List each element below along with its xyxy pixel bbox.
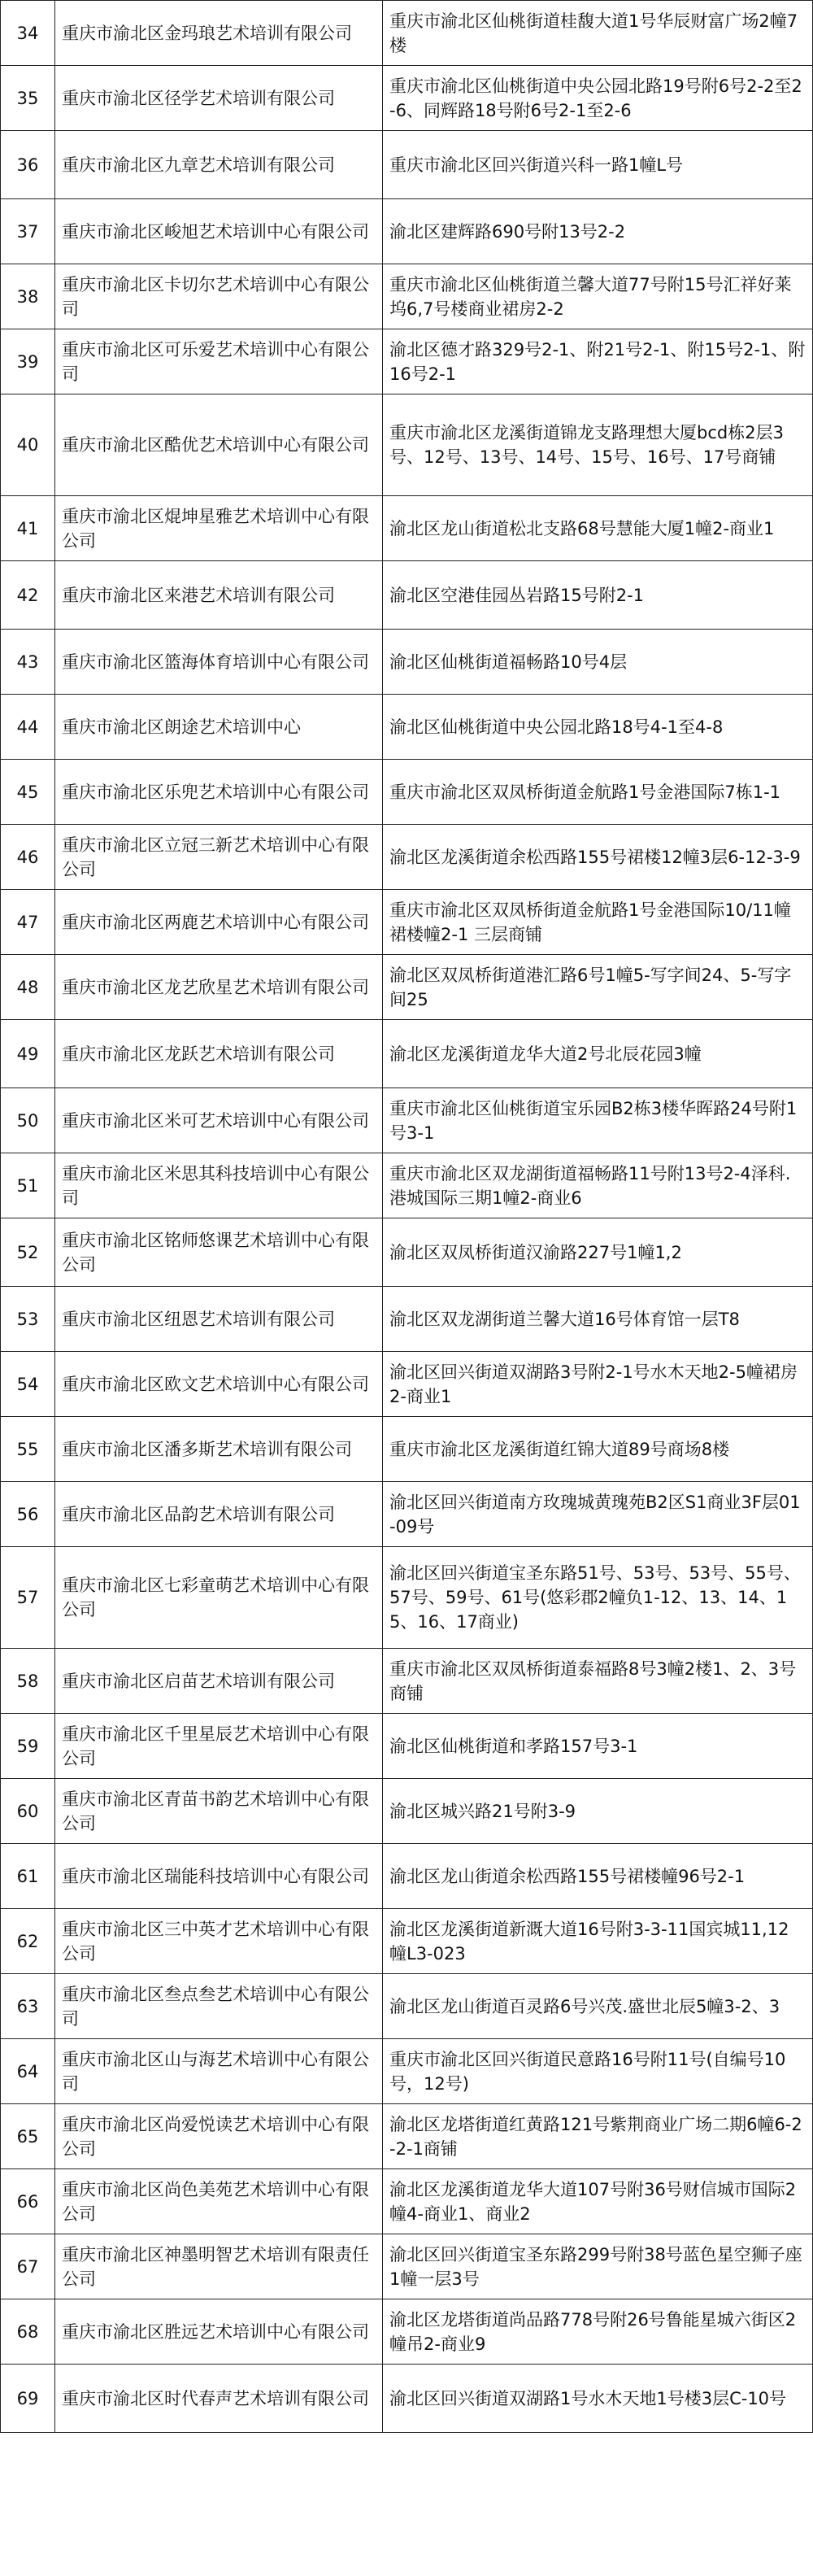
table-row xyxy=(1,2299,813,2365)
table-row xyxy=(1,1909,813,1974)
company-address: 渝北区仙桃街道和孝路157号3-1 xyxy=(383,1714,813,1779)
company-address: 渝北区龙溪街道新溉大道16号附3-3-11国宾城11,12幢L3-023 xyxy=(383,1909,813,1974)
company-name: 重庆市渝北区酷优艺术培训中心有限公司 xyxy=(55,394,383,496)
company-address: 渝北区回兴街道宝圣东路51号、53号、53号、55号、57号、59号、61号(悠彩郡2幢负1-12、13、14、15、16、17商业) xyxy=(383,1547,813,1649)
company-name: 重庆市渝北区铭师悠课艺术培训中心有限公司 xyxy=(55,1218,383,1287)
table-row xyxy=(1,329,813,394)
company-name: 重庆市渝北区潘多斯艺术培训有限公司 xyxy=(55,1417,383,1482)
company-name: 重庆市渝北区山与海艺术培训中心有限公司 xyxy=(55,2039,383,2104)
company-name: 重庆市渝北区篮海体育培训中心有限公司 xyxy=(55,630,383,695)
row-number: 63 xyxy=(1,1974,55,2039)
table-row xyxy=(1,630,813,695)
row-number: 68 xyxy=(1,2299,55,2365)
company-name: 重庆市渝北区来港艺术培训有限公司 xyxy=(55,561,383,630)
row-number: 65 xyxy=(1,2104,55,2169)
company-name: 重庆市渝北区尚色美苑艺术培训中心有限公司 xyxy=(55,2169,383,2234)
company-name: 重庆市渝北区米可艺术培训中心有限公司 xyxy=(55,1088,383,1153)
table-row xyxy=(1,131,813,199)
company-name: 重庆市渝北区径学艺术培训有限公司 xyxy=(55,66,383,131)
company-address: 重庆市渝北区仙桃街道桂馥大道1号华辰财富广场2幢7楼 xyxy=(383,1,813,66)
row-number: 39 xyxy=(1,329,55,394)
row-number: 64 xyxy=(1,2039,55,2104)
company-address: 重庆市渝北区双龙湖街道福畅路11号附13号2-4泽科.港城国际三期1幢2-商业6 xyxy=(383,1153,813,1218)
company-name: 重庆市渝北区两鹿艺术培训中心有限公司 xyxy=(55,890,383,955)
row-number: 36 xyxy=(1,131,55,199)
company-address: 渝北区回兴街道南方玫瑰城黄瑰苑B2区S1商业3F层01-09号 xyxy=(383,1482,813,1547)
table-row xyxy=(1,1020,813,1088)
table-row xyxy=(1,1844,813,1909)
company-name: 重庆市渝北区立冠三新艺术培训中心有限公司 xyxy=(55,825,383,890)
company-name: 重庆市渝北区时代春声艺术培训有限公司 xyxy=(55,2365,383,2433)
company-address: 重庆市渝北区回兴街道民意路16号附11号(自编号10号，12号) xyxy=(383,2039,813,2104)
table-row xyxy=(1,1352,813,1417)
row-number: 38 xyxy=(1,264,55,329)
table-row xyxy=(1,1417,813,1482)
company-address: 重庆市渝北区仙桃街道宝乐园B2栋3楼华晖路24号附1号3-1 xyxy=(383,1088,813,1153)
company-address: 渝北区龙山街道余松西路155号裙楼幢96号2-1 xyxy=(383,1844,813,1909)
company-name: 重庆市渝北区朗途艺术培训中心 xyxy=(55,695,383,760)
row-number: 61 xyxy=(1,1844,55,1909)
row-number: 35 xyxy=(1,66,55,131)
company-name: 重庆市渝北区神墨明智艺术培训有限责任公司 xyxy=(55,2234,383,2299)
company-name: 重庆市渝北区峻旭艺术培训中心有限公司 xyxy=(55,199,383,264)
company-name: 重庆市渝北区千里星辰艺术培训中心有限公司 xyxy=(55,1714,383,1779)
company-name: 重庆市渝北区可乐爱艺术培训中心有限公司 xyxy=(55,329,383,394)
company-address: 渝北区龙溪街道龙华大道2号北辰花园3幢 xyxy=(383,1020,813,1088)
table-row xyxy=(1,890,813,955)
table-row xyxy=(1,760,813,825)
company-address: 重庆市渝北区龙溪街道红锦大道89号商场8楼 xyxy=(383,1417,813,1482)
company-name: 重庆市渝北区乐兜艺术培训中心有限公司 xyxy=(55,760,383,825)
row-number: 53 xyxy=(1,1287,55,1352)
company-address: 渝北区仙桃街道福畅路10号4层 xyxy=(383,630,813,695)
company-name: 重庆市渝北区胜远艺术培训中心有限公司 xyxy=(55,2299,383,2365)
company-address: 渝北区回兴街道宝圣东路299号附38号蓝色星空狮子座1幢一层3号 xyxy=(383,2234,813,2299)
company-address: 渝北区龙塔街道红黄路121号紫荆商业广场二期6幢6-2-2-1商铺 xyxy=(383,2104,813,2169)
table-row xyxy=(1,394,813,496)
company-address: 重庆市渝北区龙溪街道锦龙支路理想大厦bcd栋2层3号、12号、13号、14号、15号、16号、17号商铺 xyxy=(383,394,813,496)
company-address: 重庆市渝北区双凤桥街道金航路1号金港国际7栋1-1 xyxy=(383,760,813,825)
company-address: 渝北区建辉路690号附13号2-2 xyxy=(383,199,813,264)
company-name: 重庆市渝北区瑞能科技培训中心有限公司 xyxy=(55,1844,383,1909)
company-address: 渝北区回兴街道双湖路3号附2-1号水木天地2-5幢裙房2-商业1 xyxy=(383,1352,813,1417)
table-row xyxy=(1,1218,813,1287)
company-name: 重庆市渝北区叁点叁艺术培训中心有限公司 xyxy=(55,1974,383,2039)
row-number: 69 xyxy=(1,2365,55,2433)
table-row xyxy=(1,264,813,329)
table-row xyxy=(1,1287,813,1352)
table-row xyxy=(1,1649,813,1714)
company-address: 渝北区城兴路21号附3-9 xyxy=(383,1779,813,1844)
row-number: 34 xyxy=(1,1,55,66)
company-address: 渝北区龙溪街道龙华大道107号附36号财信城市国际2幢4-商业1、商业2 xyxy=(383,2169,813,2234)
table-row xyxy=(1,1547,813,1649)
row-number: 42 xyxy=(1,561,55,630)
table-row xyxy=(1,2104,813,2169)
company-name: 重庆市渝北区龙跃艺术培训有限公司 xyxy=(55,1020,383,1088)
company-name: 重庆市渝北区纽恩艺术培训有限公司 xyxy=(55,1287,383,1352)
row-number: 56 xyxy=(1,1482,55,1547)
company-address: 重庆市渝北区仙桃街道中央公园北路19号附6号2-2至2-6、同辉路18号附6号2-1至2-6 xyxy=(383,66,813,131)
row-number: 52 xyxy=(1,1218,55,1287)
company-address: 渝北区德才路329号2-1、附21号2-1、附15号2-1、附16号2-1 xyxy=(383,329,813,394)
company-name: 重庆市渝北区启苗艺术培训有限公司 xyxy=(55,1649,383,1714)
table-row xyxy=(1,2234,813,2299)
company-name: 重庆市渝北区焜坤星雅艺术培训中心有限公司 xyxy=(55,496,383,561)
row-number: 58 xyxy=(1,1649,55,1714)
company-name: 重庆市渝北区金玛琅艺术培训有限公司 xyxy=(55,1,383,66)
company-address: 渝北区龙山街道松北支路68号慧能大厦1幢2-商业1 xyxy=(383,496,813,561)
table-row xyxy=(1,1974,813,2039)
company-address: 重庆市渝北区双凤桥街道金航路1号金港国际10/11幢裙楼幢2-1 三层商铺 xyxy=(383,890,813,955)
table-row xyxy=(1,695,813,760)
company-address: 重庆市渝北区仙桃街道兰馨大道77号附15号汇祥好莱坞6,7号楼商业裙房2-2 xyxy=(383,264,813,329)
company-name: 重庆市渝北区青苗书韵艺术培训中心有限公司 xyxy=(55,1779,383,1844)
row-number: 50 xyxy=(1,1088,55,1153)
table-row xyxy=(1,496,813,561)
company-address: 重庆市渝北区双凤桥街道泰福路8号3幢2楼1、2、3号商铺 xyxy=(383,1649,813,1714)
row-number: 62 xyxy=(1,1909,55,1974)
row-number: 66 xyxy=(1,2169,55,2234)
row-number: 37 xyxy=(1,199,55,264)
table-row xyxy=(1,66,813,131)
table-row xyxy=(1,1088,813,1153)
table-row xyxy=(1,1153,813,1218)
company-address: 渝北区龙溪街道余松西路155号裙楼12幢3层6-12-3-9 xyxy=(383,825,813,890)
company-name: 重庆市渝北区米思其科技培训中心有限公司 xyxy=(55,1153,383,1218)
row-number: 59 xyxy=(1,1714,55,1779)
row-number: 41 xyxy=(1,496,55,561)
row-number: 48 xyxy=(1,955,55,1020)
company-address: 渝北区龙山街道百灵路6号兴茂.盛世北辰5幢3-2、3 xyxy=(383,1974,813,2039)
row-number: 49 xyxy=(1,1020,55,1088)
company-address: 渝北区回兴街道双湖路1号水木天地1号楼3层C-10号 xyxy=(383,2365,813,2433)
row-number: 44 xyxy=(1,695,55,760)
company-address: 渝北区双凤桥街道港汇路6号1幢5-写字间24、5-写字间25 xyxy=(383,955,813,1020)
row-number: 45 xyxy=(1,760,55,825)
table-row xyxy=(1,561,813,630)
table-row xyxy=(1,2169,813,2234)
table-row xyxy=(1,1482,813,1547)
table-body xyxy=(1,1,813,2433)
table-row xyxy=(1,2365,813,2433)
company-name: 重庆市渝北区卡切尔艺术培训中心有限公司 xyxy=(55,264,383,329)
row-number: 51 xyxy=(1,1153,55,1218)
company-name: 重庆市渝北区欧文艺术培训中心有限公司 xyxy=(55,1352,383,1417)
company-address: 渝北区双龙湖街道兰馨大道16号体育馆一层T8 xyxy=(383,1287,813,1352)
table-row xyxy=(1,1714,813,1779)
table-row xyxy=(1,955,813,1020)
company-address: 渝北区仙桃街道中央公园北路18号4-1至4-8 xyxy=(383,695,813,760)
company-address: 渝北区空港佳园丛岩路15号附2-1 xyxy=(383,561,813,630)
company-address: 渝北区双凤桥街道汉渝路227号1幢1,2 xyxy=(383,1218,813,1287)
table-row xyxy=(1,199,813,264)
company-address: 重庆市渝北区回兴街道兴科一路1幢L号 xyxy=(383,131,813,199)
table-row xyxy=(1,1779,813,1844)
table-row xyxy=(1,825,813,890)
company-name: 重庆市渝北区品韵艺术培训有限公司 xyxy=(55,1482,383,1547)
row-number: 46 xyxy=(1,825,55,890)
company-name: 重庆市渝北区七彩童萌艺术培训中心有限公司 xyxy=(55,1547,383,1649)
company-name: 重庆市渝北区龙艺欣星艺术培训有限公司 xyxy=(55,955,383,1020)
row-number: 57 xyxy=(1,1547,55,1649)
table-row xyxy=(1,2039,813,2104)
row-number: 67 xyxy=(1,2234,55,2299)
company-name: 重庆市渝北区九章艺术培训有限公司 xyxy=(55,131,383,199)
company-name: 重庆市渝北区三中英才艺术培训中心有限公司 xyxy=(55,1909,383,1974)
company-name: 重庆市渝北区尚爱悦读艺术培训中心有限公司 xyxy=(55,2104,383,2169)
company-address: 渝北区龙塔街道尚品路778号附26号鲁能星城六街区2幢吊2-商业9 xyxy=(383,2299,813,2365)
row-number: 43 xyxy=(1,630,55,695)
row-number: 55 xyxy=(1,1417,55,1482)
row-number: 60 xyxy=(1,1779,55,1844)
row-number: 47 xyxy=(1,890,55,955)
row-number: 40 xyxy=(1,394,55,496)
row-number: 54 xyxy=(1,1352,55,1417)
table-row xyxy=(1,1,813,66)
